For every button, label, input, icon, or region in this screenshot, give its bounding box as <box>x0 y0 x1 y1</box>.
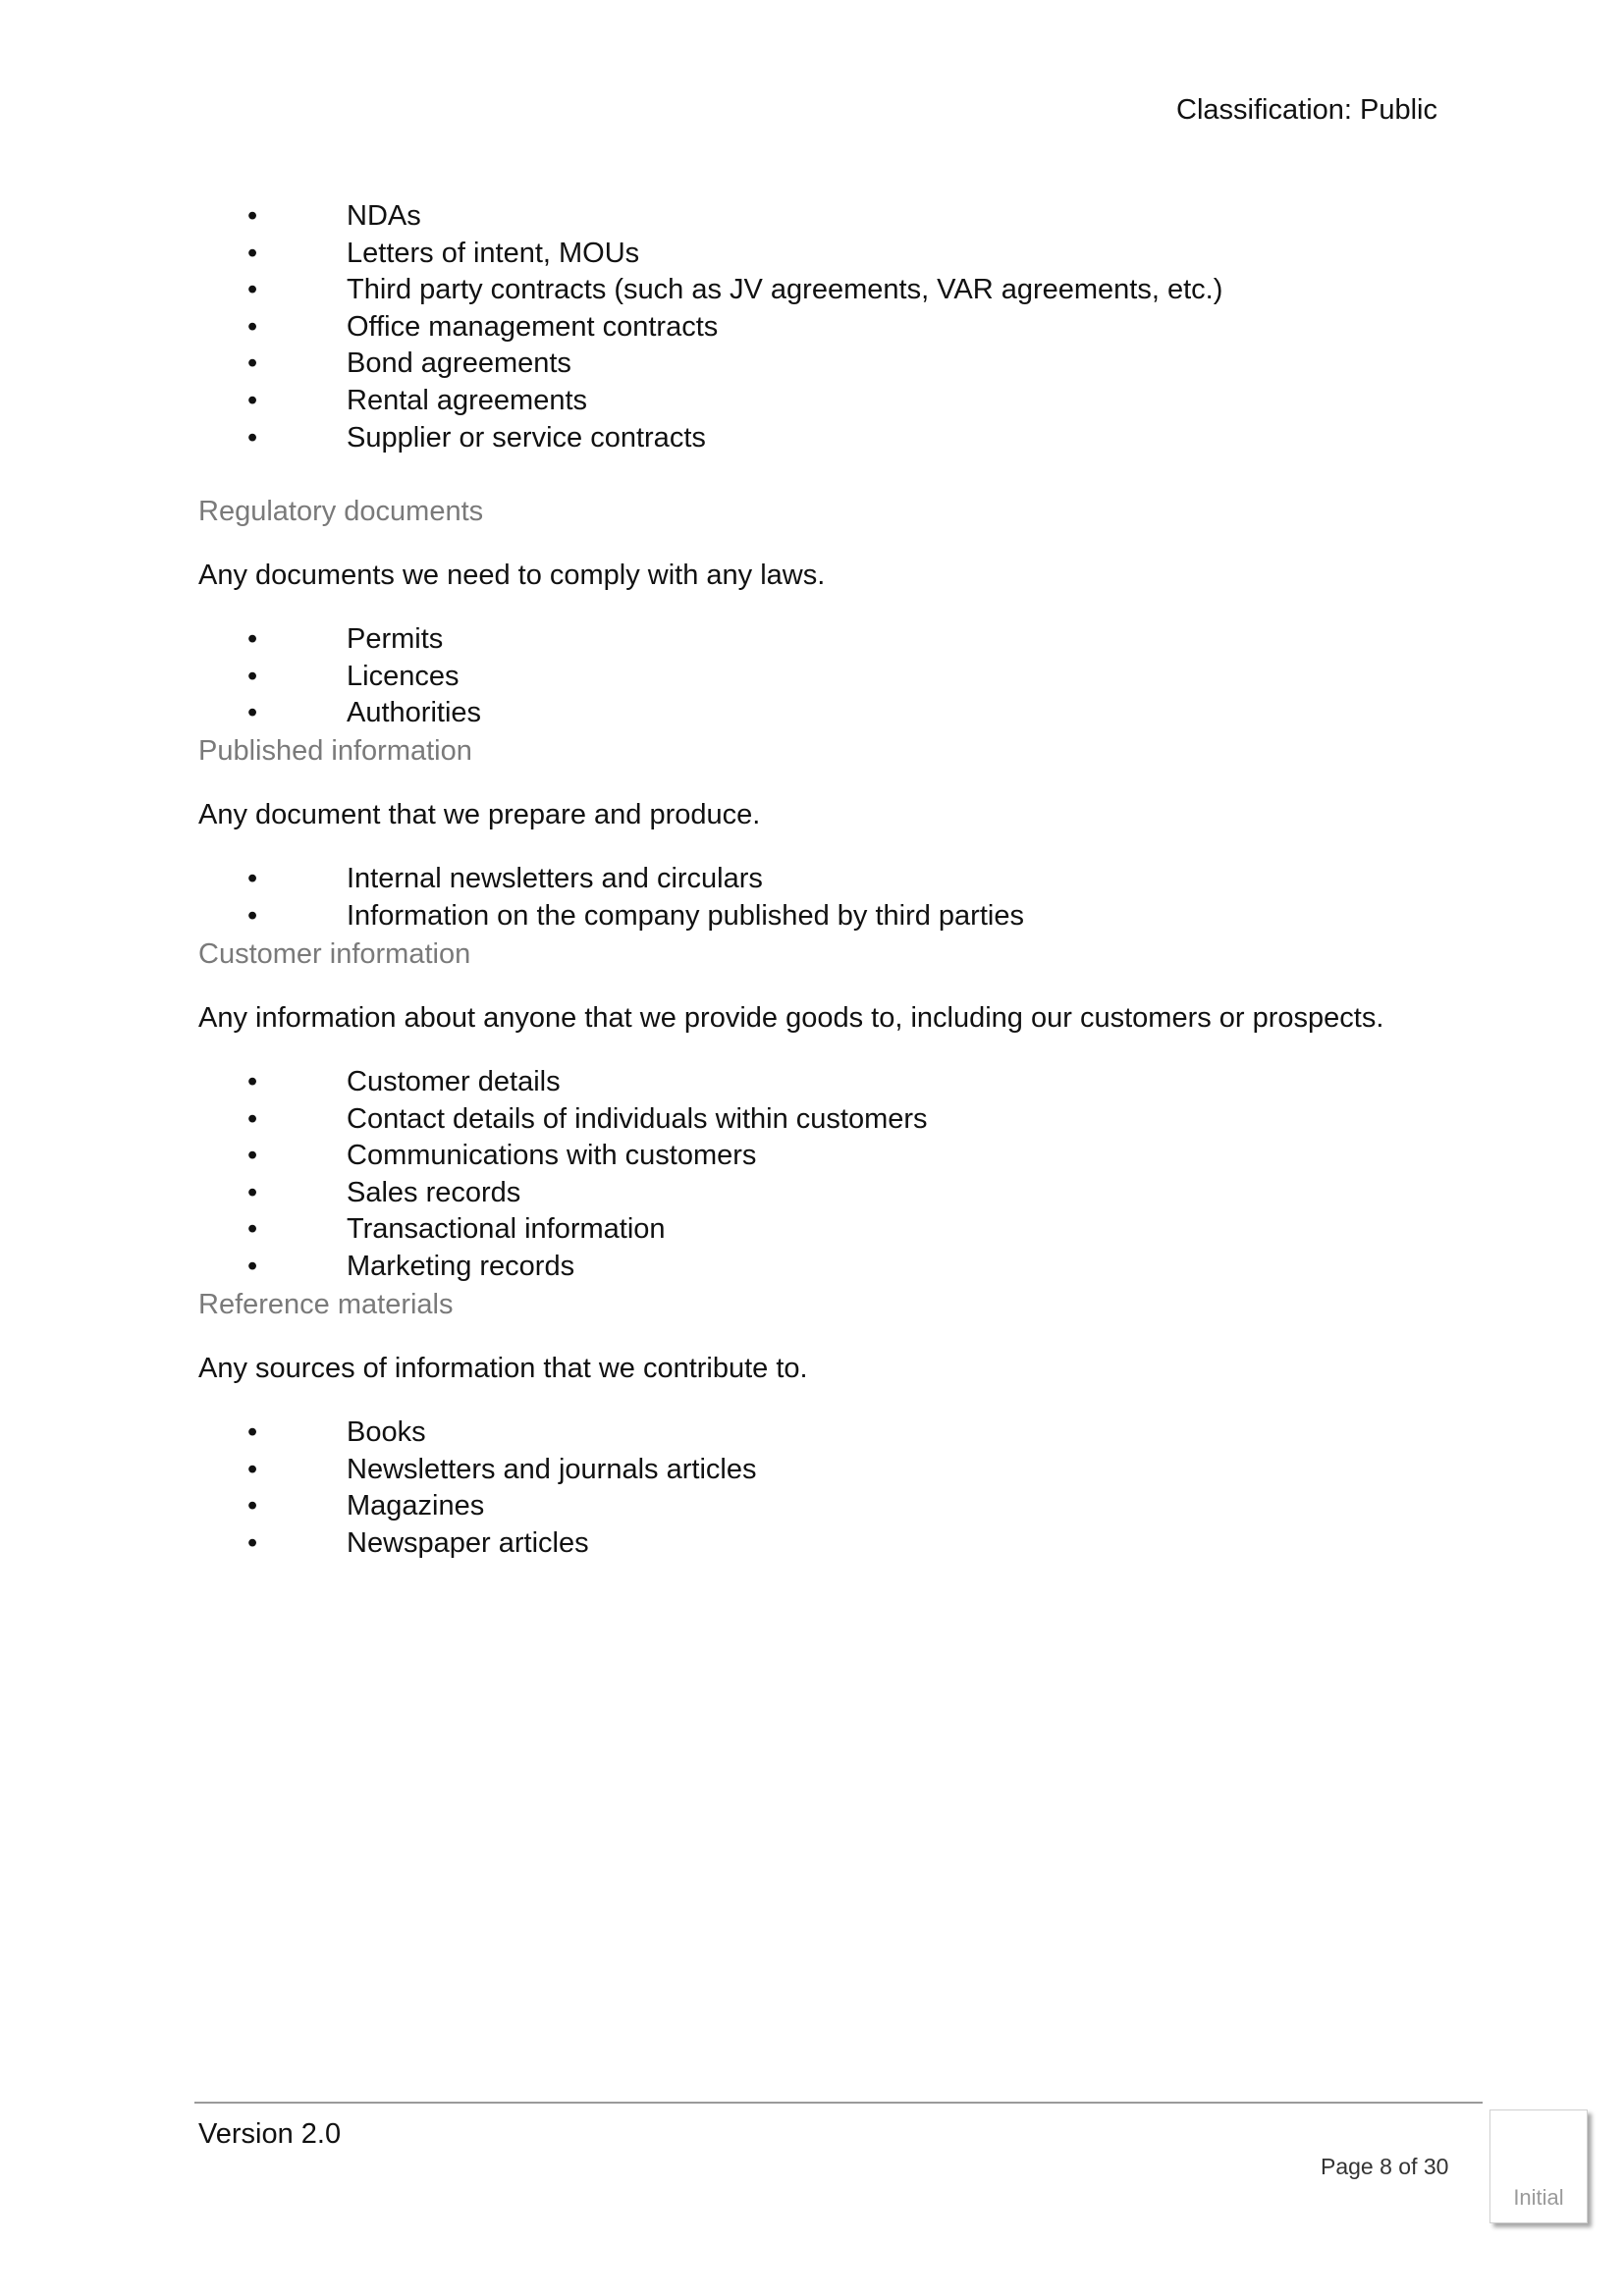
section-heading-regulatory: Regulatory documents <box>198 496 484 527</box>
bullet-icon: • <box>247 697 258 729</box>
initial-box <box>1489 2109 1588 2223</box>
bullet-icon: • <box>247 1213 258 1246</box>
section-description-regulatory: Any documents we need to comply with any laws. <box>198 560 826 591</box>
bullet-icon: • <box>247 1526 258 1559</box>
version-label: Version 2.0 <box>198 2118 342 2150</box>
bullet-icon: • <box>247 421 258 454</box>
bullet-icon: • <box>247 384 258 416</box>
bullet-icon: • <box>247 200 258 232</box>
section-description-customer: Any information about anyone that we provide goods to, including our customers or prospects. <box>198 1002 1384 1034</box>
bullet-icon: • <box>247 660 258 692</box>
footer-divider <box>194 2102 1483 2104</box>
bullet-icon: • <box>247 347 258 380</box>
bullet-icon: • <box>247 899 258 932</box>
bullet-icon: • <box>247 1066 258 1097</box>
section-description-reference: Any sources of information that we contribute to. <box>198 1353 808 1384</box>
bullet-icon: • <box>247 1416 258 1448</box>
section-description-published: Any document that we prepare and produce. <box>198 799 761 830</box>
bullet-icon: • <box>247 1490 258 1522</box>
section-heading-reference: Reference materials <box>198 1289 454 1320</box>
classification-label: Classification: Public <box>1176 94 1437 126</box>
bullet-icon: • <box>247 1176 258 1208</box>
bullet-icon: • <box>247 623 258 655</box>
bullet-icon: • <box>247 863 258 894</box>
initial-label: Initial <box>1513 2185 1564 2210</box>
section-heading-customer: Customer information <box>198 938 471 970</box>
bullet-icon: • <box>247 1102 258 1135</box>
bullet-icon: • <box>247 1453 258 1485</box>
bullet-icon: • <box>247 1140 258 1172</box>
page-number: Page 8 of 30 <box>1321 2154 1449 2179</box>
bullet-icon: • <box>247 1250 258 1282</box>
section-heading-published: Published information <box>198 735 472 767</box>
bullet-icon: • <box>247 310 258 343</box>
bullet-icon: • <box>247 237 258 269</box>
bullet-icon: • <box>247 274 258 306</box>
